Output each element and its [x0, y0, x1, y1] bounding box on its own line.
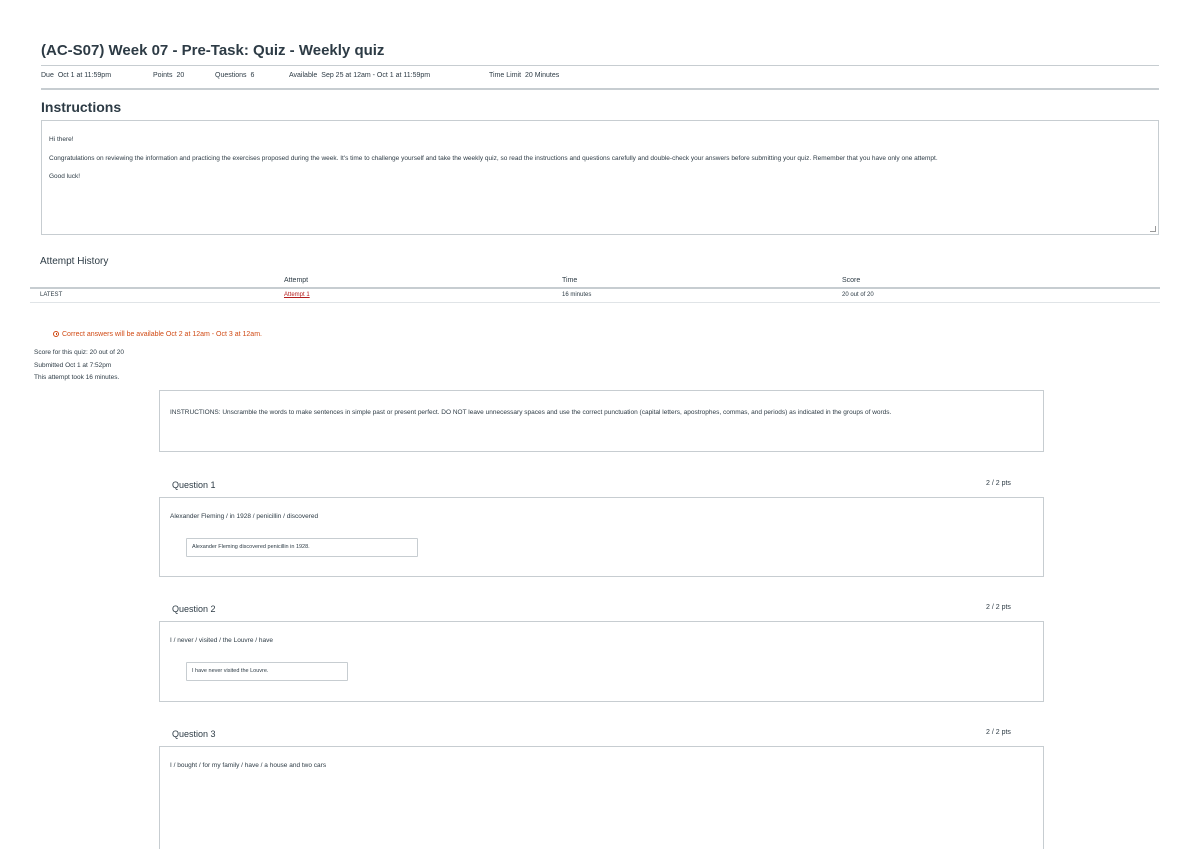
- question-2-answer-field[interactable]: I have never visited the Louvre.: [186, 662, 348, 681]
- quiz-meta-bar: [41, 65, 1159, 90]
- attempt-history-title: Attempt History: [40, 256, 109, 267]
- question-1-title: Question 1: [172, 480, 216, 490]
- question-1-answer-field[interactable]: Alexander Fleming discovered penicillin in 1928.: [186, 538, 418, 557]
- column-header-score: Score: [842, 277, 861, 284]
- instructions-body: Congratulations on reviewing the information and practicing the exercises proposed during the week. It's time to challenge yourself and take the weekly quiz, so read the instructions and questions carefully and double-check your answers before submitting your quiz. Remember that you have only one attempt.: [49, 155, 938, 162]
- attempt-1-link[interactable]: Attempt 1: [284, 292, 310, 298]
- attempt-duration: This attempt took 16 minutes.: [34, 374, 120, 381]
- question-1-points: 2 / 2 pts: [986, 480, 1011, 487]
- meta-questions: Questions 6: [215, 72, 255, 79]
- correct-answers-notice: Correct answers will be available Oct 2 at 12am - Oct 3 at 12am.: [53, 331, 262, 338]
- question-3-title: Question 3: [172, 729, 216, 739]
- submitted-time: Submitted Oct 1 at 7:52pm: [34, 362, 112, 369]
- question-instructions-box: [159, 390, 1044, 452]
- question-2-title: Question 2: [172, 604, 216, 614]
- question-1-box: [159, 497, 1044, 577]
- attempt-score: 20 out of 20: [842, 292, 874, 298]
- instructions-box[interactable]: [41, 120, 1159, 235]
- column-header-attempt: Attempt: [284, 277, 309, 284]
- question-3-box: [159, 746, 1044, 849]
- latest-label: LATEST: [40, 292, 63, 298]
- question-3-prompt: I / bought / for my family / have / a house and two cars: [170, 762, 327, 769]
- column-header-time: Time: [562, 277, 578, 284]
- question-3-points: 2 / 2 pts: [986, 729, 1011, 736]
- question-instructions-text: INSTRUCTIONS: Unscramble the words to make sentences in simple past or present perfect. DO NOT leave unnecessary spaces and use the correct punctuation (capital letters, apostrophes, commas, and periods) as indicated in the groups of words.: [170, 409, 892, 416]
- table-row: [30, 288, 1160, 303]
- question-2-box: [159, 621, 1044, 702]
- meta-due: Due Oct 1 at 11:59pm: [41, 72, 112, 79]
- quiz-title: (AC-S07) Week 07 - Pre-Task: Quiz - Weekly quiz: [41, 42, 385, 59]
- instructions-greeting: Hi there!: [49, 136, 74, 143]
- instructions-closing: Good luck!: [49, 173, 81, 180]
- question-2-prompt: I / never / visited / the Louvre / have: [170, 637, 273, 644]
- resize-handle-icon[interactable]: [1150, 226, 1156, 232]
- meta-available: Available Sep 25 at 12am - Oct 1 at 11:59pm: [289, 72, 431, 79]
- meta-time-limit: Time Limit 20 Minutes: [489, 72, 560, 79]
- meta-points: Points 20: [153, 72, 185, 79]
- clock-icon: [53, 331, 59, 337]
- question-2-points: 2 / 2 pts: [986, 604, 1011, 611]
- quiz-score-summary: Score for this quiz: 20 out of 20: [34, 349, 124, 356]
- question-1-prompt: Alexander Fleming / in 1928 / penicillin / discovered: [170, 513, 319, 520]
- attempt-time: 16 minutes: [562, 292, 592, 298]
- instructions-heading: Instructions: [41, 99, 122, 115]
